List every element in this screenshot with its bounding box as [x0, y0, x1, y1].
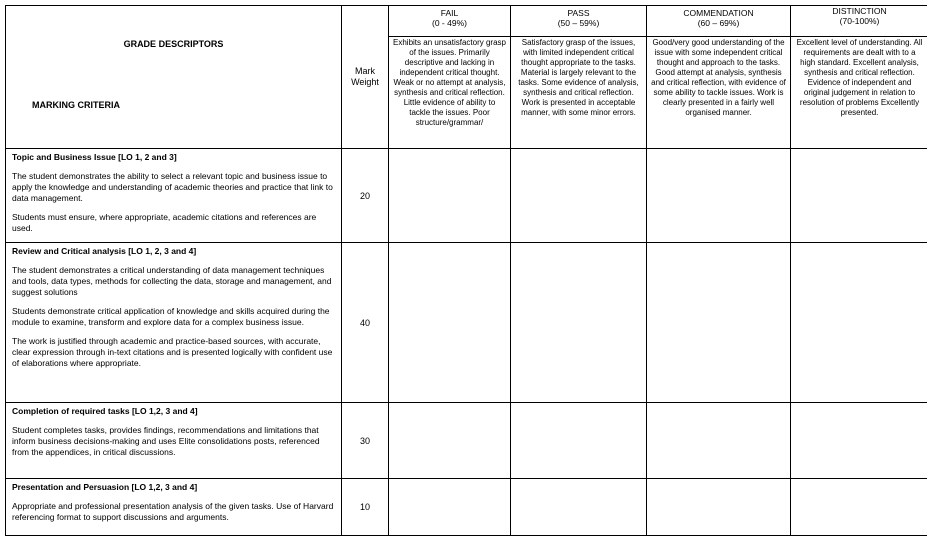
grade-cell-fail — [389, 479, 511, 536]
band-name: PASS — [567, 8, 590, 18]
grade-cell-distinction — [791, 149, 927, 243]
band-distinction-title — [791, 6, 927, 37]
band-name: COMMENDATION — [683, 8, 754, 18]
grade-cell-commendation — [647, 403, 791, 479]
marking-rubric-table — [5, 5, 927, 536]
grade-cell-fail — [389, 243, 511, 403]
band-range: (50 – 59%) — [557, 18, 600, 28]
criterion-weight: 30 — [342, 403, 389, 479]
criterion-weight: 10 — [342, 479, 389, 536]
grade-cell-commendation — [647, 479, 791, 536]
grade-cell-commendation — [647, 149, 791, 243]
criterion-paragraph: The student demonstrates the ability to select a relevant topic and business issue to apply the knowledge and understanding of academic theories and practice that link to data management. — [12, 171, 333, 203]
criterion-weight: 40 — [342, 243, 389, 403]
criterion-weight: 20 — [342, 149, 389, 243]
band-name: DISTINCTION — [832, 6, 887, 16]
band-range: (0 - 49%) — [432, 18, 467, 28]
grade-cell-fail — [389, 403, 511, 479]
criterion-row — [6, 403, 927, 479]
band-name: FAIL — [440, 8, 459, 18]
band-range: (60 – 69%) — [697, 18, 740, 28]
criterion-title: Topic and Business Issue [LO 1, 2 and 3] — [12, 152, 177, 162]
grade-cell-pass — [511, 403, 647, 479]
mark-weight-line1: Mark — [355, 66, 375, 76]
criterion-row — [6, 479, 927, 536]
grade-cell-distinction — [791, 243, 927, 403]
criterion-paragraph: Student completes tasks, provides findings, recommendations and limitations that inform business decisions-making and uses Elite consolidations posts, referenced from the appendices, in critical discussions. — [12, 425, 320, 457]
grade-cell-commendation — [647, 243, 791, 403]
grade-cell-distinction — [791, 479, 927, 536]
criterion-topic-business-issue — [6, 149, 342, 243]
grade-cell-pass — [511, 149, 647, 243]
criterion-paragraph: Students must ensure, where appropriate, academic citations and references are used. — [12, 212, 317, 233]
criterion-completion-required-tasks — [6, 403, 342, 479]
mark-weight-heading — [342, 6, 389, 149]
mark-weight-line2: Weight — [351, 77, 379, 87]
grade-descriptors-heading: GRADE DESCRIPTORS — [123, 39, 224, 49]
header-criteria-cell — [6, 6, 342, 149]
grade-cell-pass — [511, 479, 647, 536]
grade-cell-distinction — [791, 403, 927, 479]
band-pass-description: Satisfactory grasp of the issues, with limited independent critical thought appropriate to the tasks. Material is largely relevant to the tasks. Some evidence of analysis, synthesis and critical reflection. Work is presented in acceptable manner, with some minor errors. — [511, 37, 647, 149]
header-row-bands — [6, 6, 927, 37]
band-fail-title — [389, 6, 511, 37]
criterion-row — [6, 243, 927, 403]
criterion-paragraph: The work is justified through academic and practice-based sources, with accurate, clear expression through in-text citations and is presented logically with confident use of elaborations where appropriate. — [12, 336, 333, 368]
criterion-title: Review and Critical analysis [LO 1, 2, 3 and 4] — [12, 246, 197, 256]
band-commendation-title — [647, 6, 791, 37]
grade-cell-pass — [511, 243, 647, 403]
grade-cell-fail — [389, 149, 511, 243]
band-commendation-description: Good/very good understanding of the issue with some independent critical thought and approach to the tasks. Good attempt at analysis, synthesis and critical reflection, with evidence of some ability to tackle issues. Work is clearly presented in a fairly well organised manner. — [647, 37, 791, 149]
criterion-title: Completion of required tasks [LO 1,2, 3 and 4] — [12, 406, 198, 416]
band-range: (70-100%) — [839, 16, 880, 26]
band-pass-title — [511, 6, 647, 37]
criterion-title: Presentation and Persuasion [LO 1,2, 3 and 4] — [12, 482, 198, 492]
marking-criteria-heading: MARKING CRITERIA — [32, 100, 120, 110]
criterion-paragraph: The student demonstrates a critical understanding of data management techniques and tools, data types, methods for collecting the data, storage and management, and suggest solutions — [12, 265, 332, 297]
criterion-review-critical-analysis — [6, 243, 342, 403]
band-distinction-description: Excellent level of understanding. All requirements are dealt with to a high standard. Excellent analysis, synthesis and critical reflection. Evidence of independent and original judgement in relation to resolution of problems Excellently presented. — [791, 37, 927, 149]
band-fail-description: Exhibits an unsatisfactory grasp of the issues. Primarily descriptive and lacking in independent critical thought. Weak or no attempt at analysis, synthesis and critical reflection. Little evidence of ability to tackle the issues. Poor structure/grammar/ — [389, 37, 511, 149]
criterion-paragraph: Students demonstrate critical application of knowledge and skills acquired during the module to examine, transform and explore data for a complex business issue. — [12, 306, 330, 327]
criterion-paragraph: Appropriate and professional presentation analysis of the given tasks. Use of Harvard referencing format to support discussions and arguments. — [12, 501, 334, 522]
criterion-row — [6, 149, 927, 243]
criterion-presentation-persuasion — [6, 479, 342, 536]
